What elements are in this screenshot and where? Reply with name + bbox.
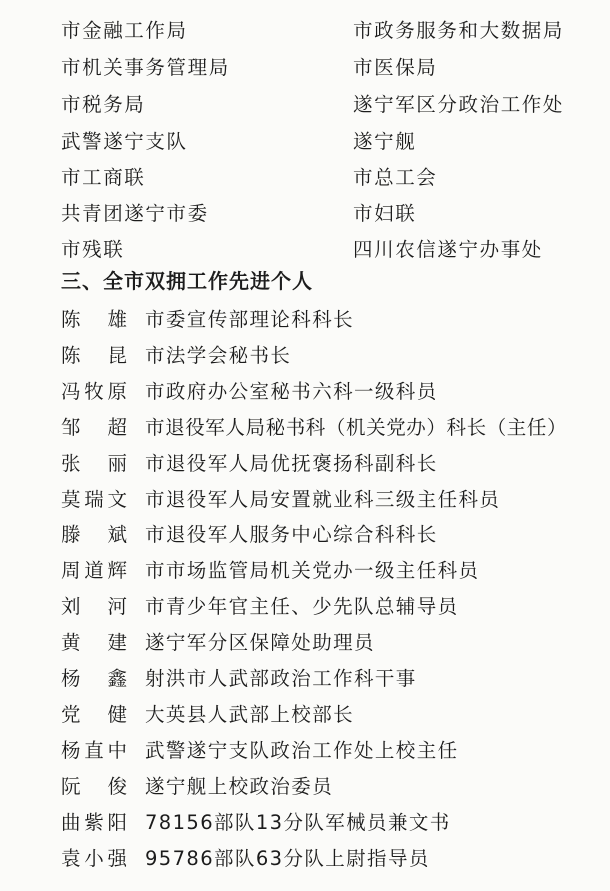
person-title: 市委宣传部理论科科长 xyxy=(145,308,355,331)
section-heading: 三、全市双拥工作先进个人 xyxy=(61,269,313,293)
org-item: 共青团遂宁市委 xyxy=(61,202,209,225)
person-name: 黄 建 xyxy=(61,631,127,654)
org-item: 遂宁舰 xyxy=(353,130,417,153)
org-item: 市税务局 xyxy=(61,93,146,116)
person-title: 市市场监管局机关党办一级主任科员 xyxy=(145,559,480,582)
org-item: 市机关事务管理局 xyxy=(61,56,230,79)
person-name: 袁小强 xyxy=(61,847,127,870)
person-title: 射洪市人武部政治工作科干事 xyxy=(145,667,417,690)
org-item: 四川农信遂宁办事处 xyxy=(353,238,543,261)
person-title: 大英县人武部上校部长 xyxy=(145,703,355,726)
org-item: 市工商联 xyxy=(61,166,146,189)
person-name: 阮 俊 xyxy=(61,775,127,798)
org-item: 市医保局 xyxy=(353,56,438,79)
person-title: 市退役军人局优抚褒扬科副科长 xyxy=(145,452,438,475)
person-title: 市法学会秘书长 xyxy=(145,344,292,367)
person-title: 遂宁军分区保障处助理员 xyxy=(145,631,375,654)
person-title: 市青少年官主任、少先队总辅导员 xyxy=(145,595,459,618)
person-title: 遂宁舰上校政治委员 xyxy=(145,775,334,798)
person-name: 滕 斌 xyxy=(61,523,127,546)
person-name: 曲紫阳 xyxy=(61,811,127,834)
person-title: 市退役军人局秘书科（机关党办）科长（主任） xyxy=(145,416,568,439)
org-item: 市妇联 xyxy=(353,202,417,225)
person-name: 刘 河 xyxy=(61,595,127,618)
person-name: 杨直中 xyxy=(61,739,127,762)
person-name: 陈 雄 xyxy=(61,308,127,331)
person-title: 武警遂宁支队政治工作处上校主任 xyxy=(145,739,459,762)
org-item: 市残联 xyxy=(61,238,125,261)
org-item: 市政务服务和大数据局 xyxy=(353,19,565,42)
person-title: 市退役军人服务中心综合科科长 xyxy=(145,523,438,546)
person-title: 95786部队63分队上尉指导员 xyxy=(145,847,430,870)
org-item: 市总工会 xyxy=(353,166,438,189)
person-name: 周道辉 xyxy=(61,559,127,582)
person-title: 市退役军人局安置就业科三级主任科员 xyxy=(145,488,501,511)
person-name: 党 健 xyxy=(61,703,127,726)
person-name: 邹 超 xyxy=(61,416,127,439)
org-item: 武警遂宁支队 xyxy=(61,130,188,153)
person-title: 78156部队13分队军械员兼文书 xyxy=(145,811,451,834)
person-name: 张 丽 xyxy=(61,452,127,475)
org-item: 市金融工作局 xyxy=(61,19,188,42)
person-name: 莫瑞文 xyxy=(61,488,127,511)
person-name: 杨 鑫 xyxy=(61,667,127,690)
person-name: 陈 昆 xyxy=(61,344,127,367)
person-title: 市政府办公室秘书六科一级科员 xyxy=(145,380,438,403)
org-item: 遂宁军区分政治工作处 xyxy=(353,93,565,116)
person-name: 冯牧原 xyxy=(61,380,127,403)
